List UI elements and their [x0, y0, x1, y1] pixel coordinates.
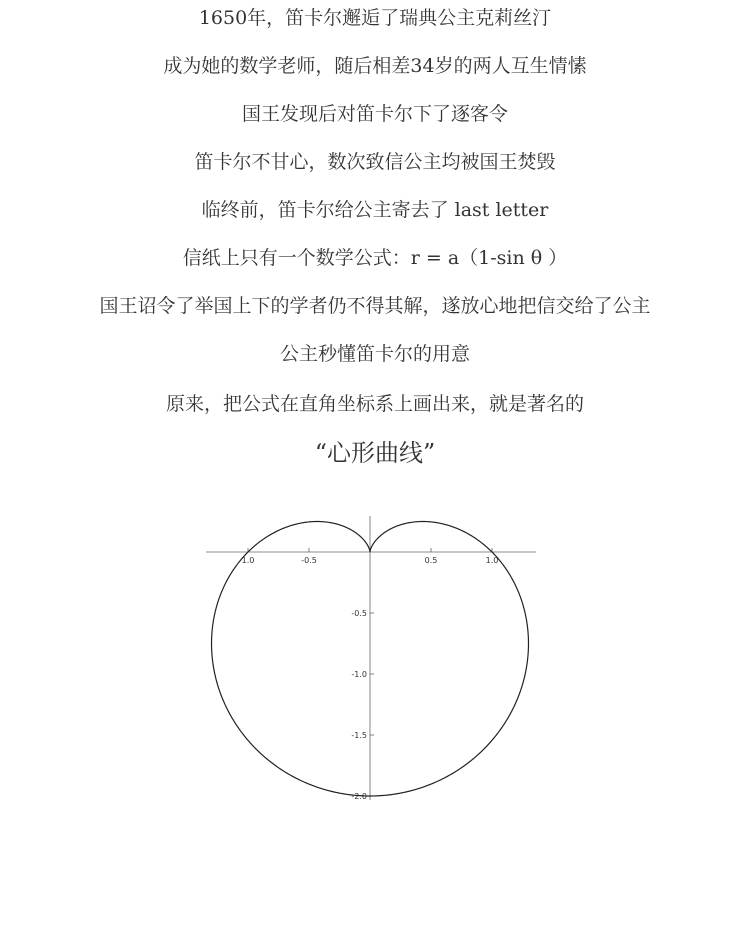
x-tick-label: 0.5: [424, 556, 438, 565]
cardioid-plot: [200, 510, 545, 805]
x-tick-label: -0.5: [301, 556, 317, 565]
y-tick-label: -1.0: [351, 670, 367, 679]
story-line-2: 成为她的数学老师，随后相差34岁的两人互生情愫: [163, 55, 587, 77]
story-line-4: 笛卡尔不甘心，数次致信公主均被国王焚毁: [194, 151, 556, 173]
y-tick-label: -1.5: [351, 731, 367, 740]
y-tick-label: -2.0: [351, 792, 367, 801]
y-tick-label: -0.5: [351, 609, 367, 618]
x-tick-label: 1.0: [241, 556, 255, 565]
story-line-8: 公主秒懂笛卡尔的用意: [279, 343, 470, 365]
story-line-7: 国王诏令了举国上下的学者仍不得其解，遂放心地把信交给了公主: [99, 295, 651, 317]
story-line-9: 原来，把公式在直角坐标系上画出来，就是著名的: [165, 393, 584, 415]
story-line-1: 1650年，笛卡尔邂逅了瑞典公主克莉丝汀: [198, 7, 552, 29]
story-line-5: 临终前，笛卡尔给公主寄去了 last letter: [201, 199, 549, 221]
x-tick-label: 1.0: [485, 556, 499, 565]
story-line-6: 信纸上只有一个数学公式：r = a（1-sin θ ）: [182, 247, 568, 269]
heart-curve-title: “心形曲线”: [314, 439, 436, 467]
story-line-3: 国王发现后对笛卡尔下了逐客令: [241, 103, 508, 125]
